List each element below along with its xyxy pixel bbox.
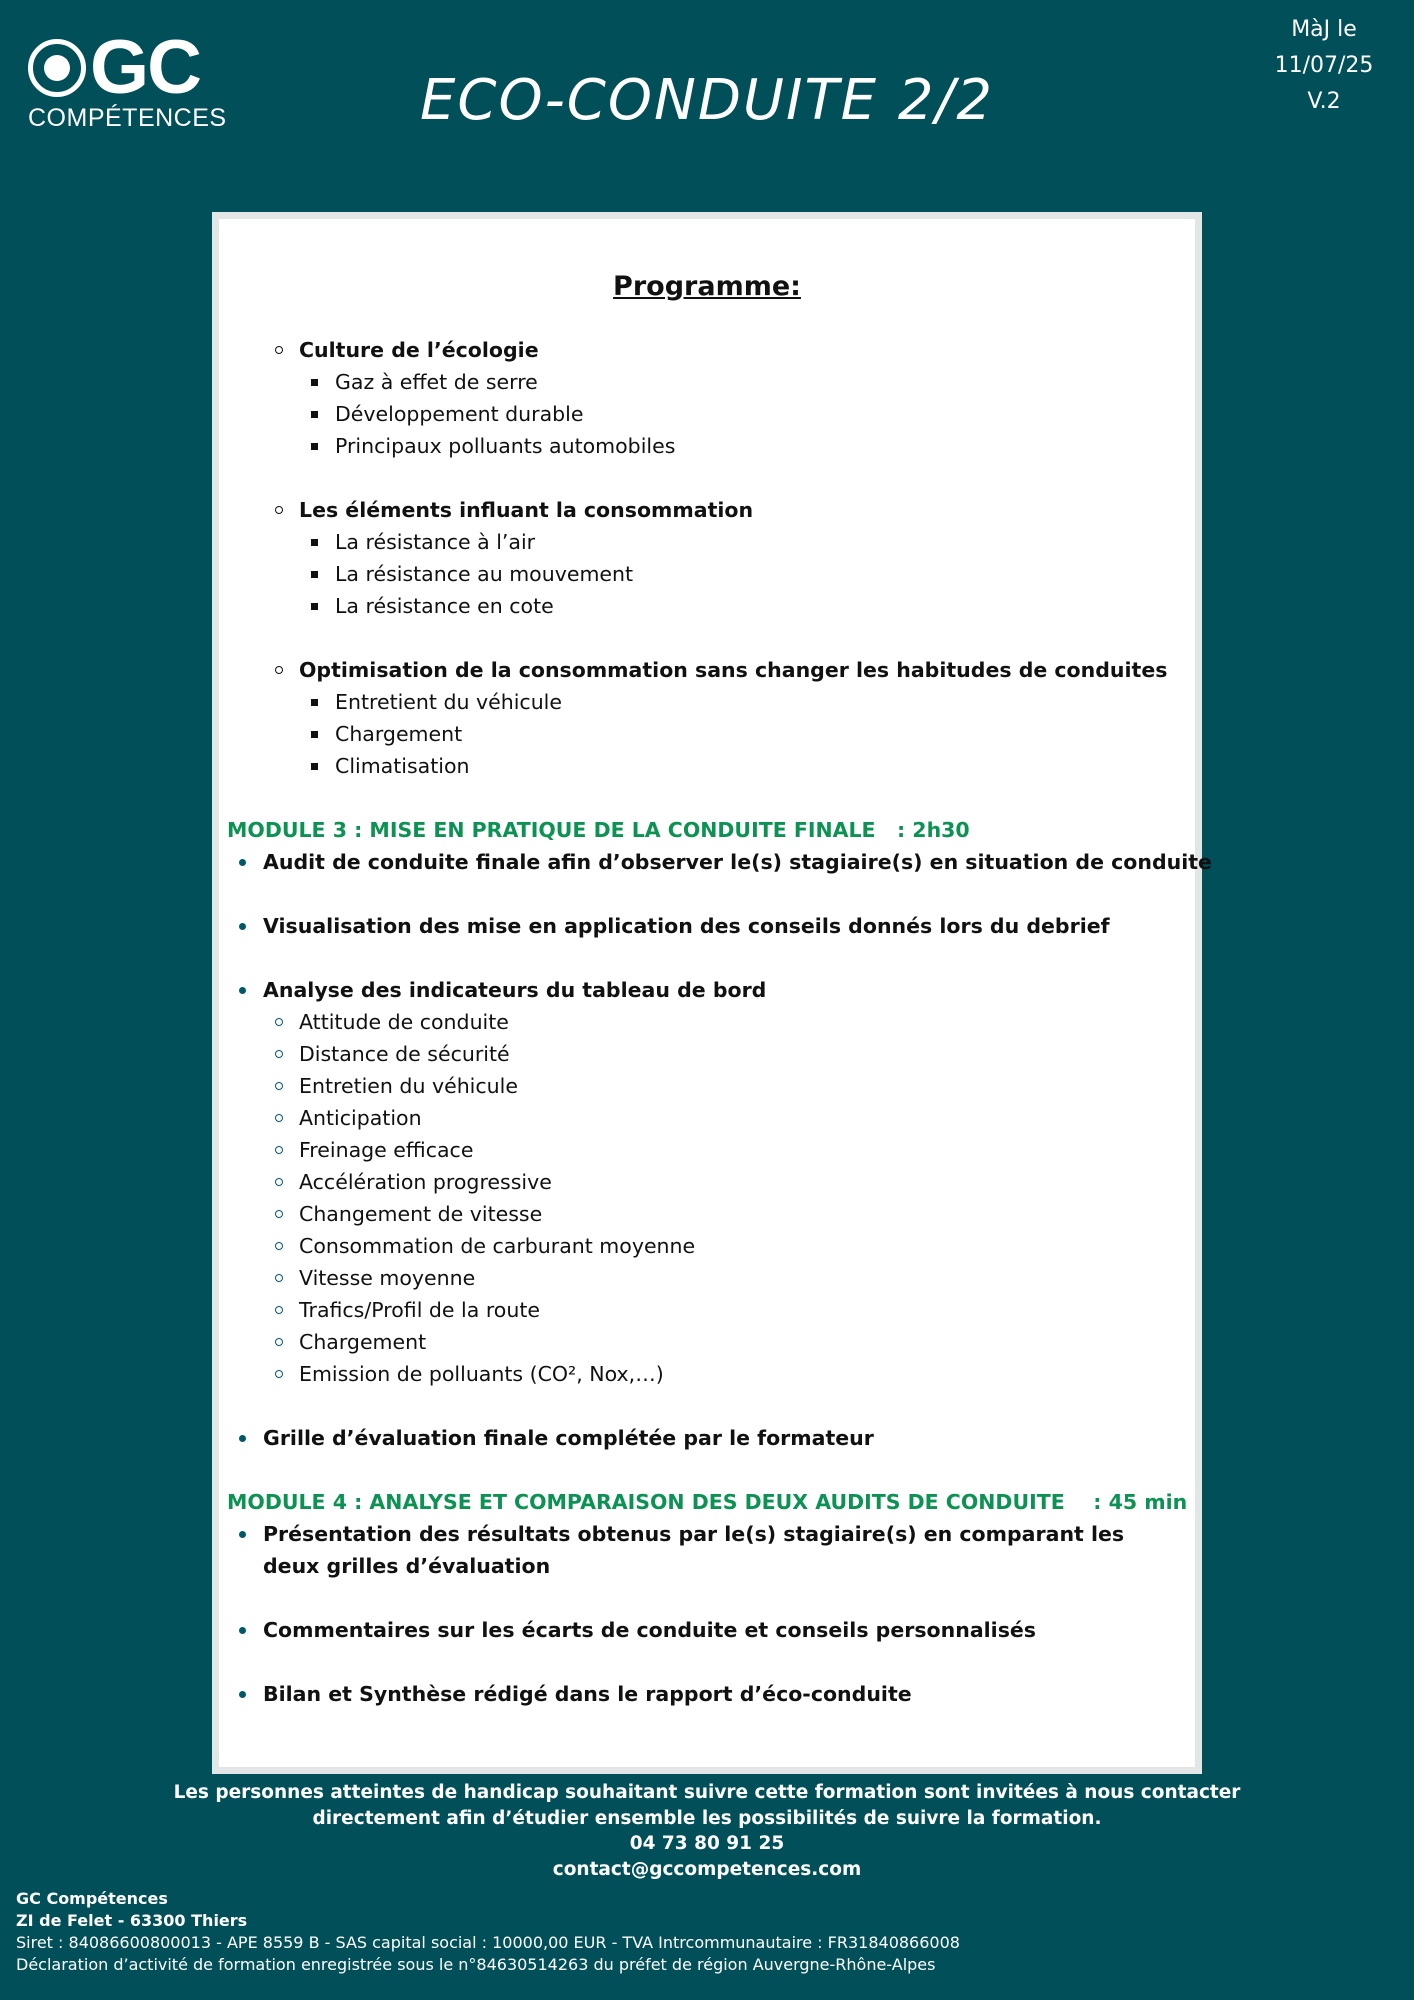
contact-phone: 04 73 80 91 25 [629,1833,785,1854]
training-declaration: Déclaration d’activité de formation enregistrée sous le n°84630514263 du préfet de région Auvergne-Rhône-Alpes [16,1955,936,1974]
list-item: La résistance à l’air [227,526,1187,558]
indicator-item: Consommation de carburant moyenne [227,1230,1187,1262]
accessibility-notice [0,1780,1414,1882]
dot-bullet-icon [239,987,246,994]
dot-bullet-icon [239,1691,246,1698]
indicator-item: Accélération progressive [227,1166,1187,1198]
list-item: La résistance au mouvement [227,558,1187,590]
notice-line: directement afin d’étudier ensemble les possibilités de suivre la formation. [312,1807,1102,1829]
list-item: Climatisation [227,750,1187,782]
circle-bullet-icon [275,1018,283,1026]
section-heading: Les éléments influant la consommation [227,494,1187,526]
section-heading: Optimisation de la consommation sans changer les habitudes de conduites [227,654,1187,686]
logo-subtext: COMPÉTENCES [28,104,227,132]
section-heading: Culture de l’écologie [227,334,1187,366]
indicator-item: Chargement [227,1326,1187,1358]
indicator-item: Emission de polluants (CO², Nox,…) [227,1358,1187,1390]
indicator-item: Trafics/Profil de la route [227,1294,1187,1326]
dot-bullet-icon [239,1435,246,1442]
notice-line: Les personnes atteintes de handicap souhaitant suivre cette formation sont invitées à nous contacter [173,1782,1241,1803]
module-point: Audit de conduite finale afin d’observer le(s) stagiaire(s) en situation de conduite [227,846,1187,878]
logo-text: GC [90,25,200,110]
list-item: Principaux polluants automobiles [227,430,1187,462]
square-bullet-icon [311,571,318,578]
programme-card [212,212,1212,1774]
dot-bullet-icon [239,1531,246,1538]
list-item: Développement durable [227,398,1187,430]
indicator-item: Changement de vitesse [227,1198,1187,1230]
circle-bullet-icon [275,1338,283,1346]
indicator-item: Attitude de conduite [227,1006,1187,1038]
programme-title: Programme: [613,271,801,302]
module-point: Analyse des indicateurs du tableau de bord [227,974,1187,1006]
version-info [1264,12,1384,120]
circle-bullet-icon [275,1274,283,1282]
circle-bullet-icon [275,1050,283,1058]
company-info [16,1888,960,1976]
module-point: Bilan et Synthèse rédigé dans le rapport d’éco-conduite [227,1678,1187,1710]
square-bullet-icon [311,411,318,418]
indicator-item: Vitesse moyenne [227,1262,1187,1294]
contact-email: contact@gccompetences.com [552,1858,862,1880]
circle-bullet-icon [275,1178,283,1186]
indicator-item: Entretien du véhicule [227,1070,1187,1102]
square-bullet-icon [311,603,318,610]
circle-bullet-icon [275,1210,283,1218]
circle-bullet-icon [275,1082,283,1090]
circle-bullet-icon [275,1370,283,1378]
version-date: 11/07/25 [1274,53,1374,78]
circle-bullet-icon [275,346,283,354]
company-name: GC Compétences [16,1889,168,1908]
dot-bullet-icon [239,1627,246,1634]
module-4-heading: MODULE 4 : ANALYSE ET COMPARAISON DES DEUX AUDITS DE CONDUITE : 45 min [227,1490,1188,1514]
document-title: ECO-CONDUITE 2/2 [420,68,994,133]
indicator-item: Freinage efficace [227,1134,1187,1166]
circle-bullet-icon [275,1114,283,1122]
module-3-heading: MODULE 3 : MISE EN PRATIQUE DE LA CONDUITE FINALE : 2h30 [227,818,970,842]
list-item: Entretient du véhicule [227,686,1187,718]
module-point: Présentation des résultats obtenus par le(s) stagiaire(s) en comparant les deux grilles d’évaluation [227,1518,1187,1582]
square-bullet-icon [311,763,318,770]
dot-bullet-icon [239,923,246,930]
indicator-item: Anticipation [227,1102,1187,1134]
dot-bullet-icon [239,859,246,866]
version-number: V.2 [1307,89,1341,114]
list-item: Gaz à effet de serre [227,366,1187,398]
company-address: ZI de Felet - 63300 Thiers [16,1911,248,1930]
company-legal: Siret : 84086600800013 - APE 8559 B - SAS capital social : 10000,00 EUR - TVA Intrcommunautaire : FR31840866008 [16,1933,960,1952]
square-bullet-icon [311,699,318,706]
module-point: Commentaires sur les écarts de conduite et conseils personnalisés [227,1614,1187,1646]
circle-bullet-icon [275,1146,283,1154]
module-point: Grille d’évaluation finale complétée par le formateur [227,1422,1187,1454]
square-bullet-icon [311,539,318,546]
circle-bullet-icon [275,666,283,674]
square-bullet-icon [311,379,318,386]
version-line: MàJ le [1291,17,1357,42]
list-item: La résistance en cote [227,590,1187,622]
square-bullet-icon [311,731,318,738]
circle-bullet-icon [275,1306,283,1314]
list-item: Chargement [227,718,1187,750]
indicator-item: Distance de sécurité [227,1038,1187,1070]
circle-bullet-icon [275,1242,283,1250]
module-point: Visualisation des mise en application des conseils donnés lors du debrief [227,910,1187,942]
square-bullet-icon [311,443,318,450]
circle-bullet-icon [275,506,283,514]
